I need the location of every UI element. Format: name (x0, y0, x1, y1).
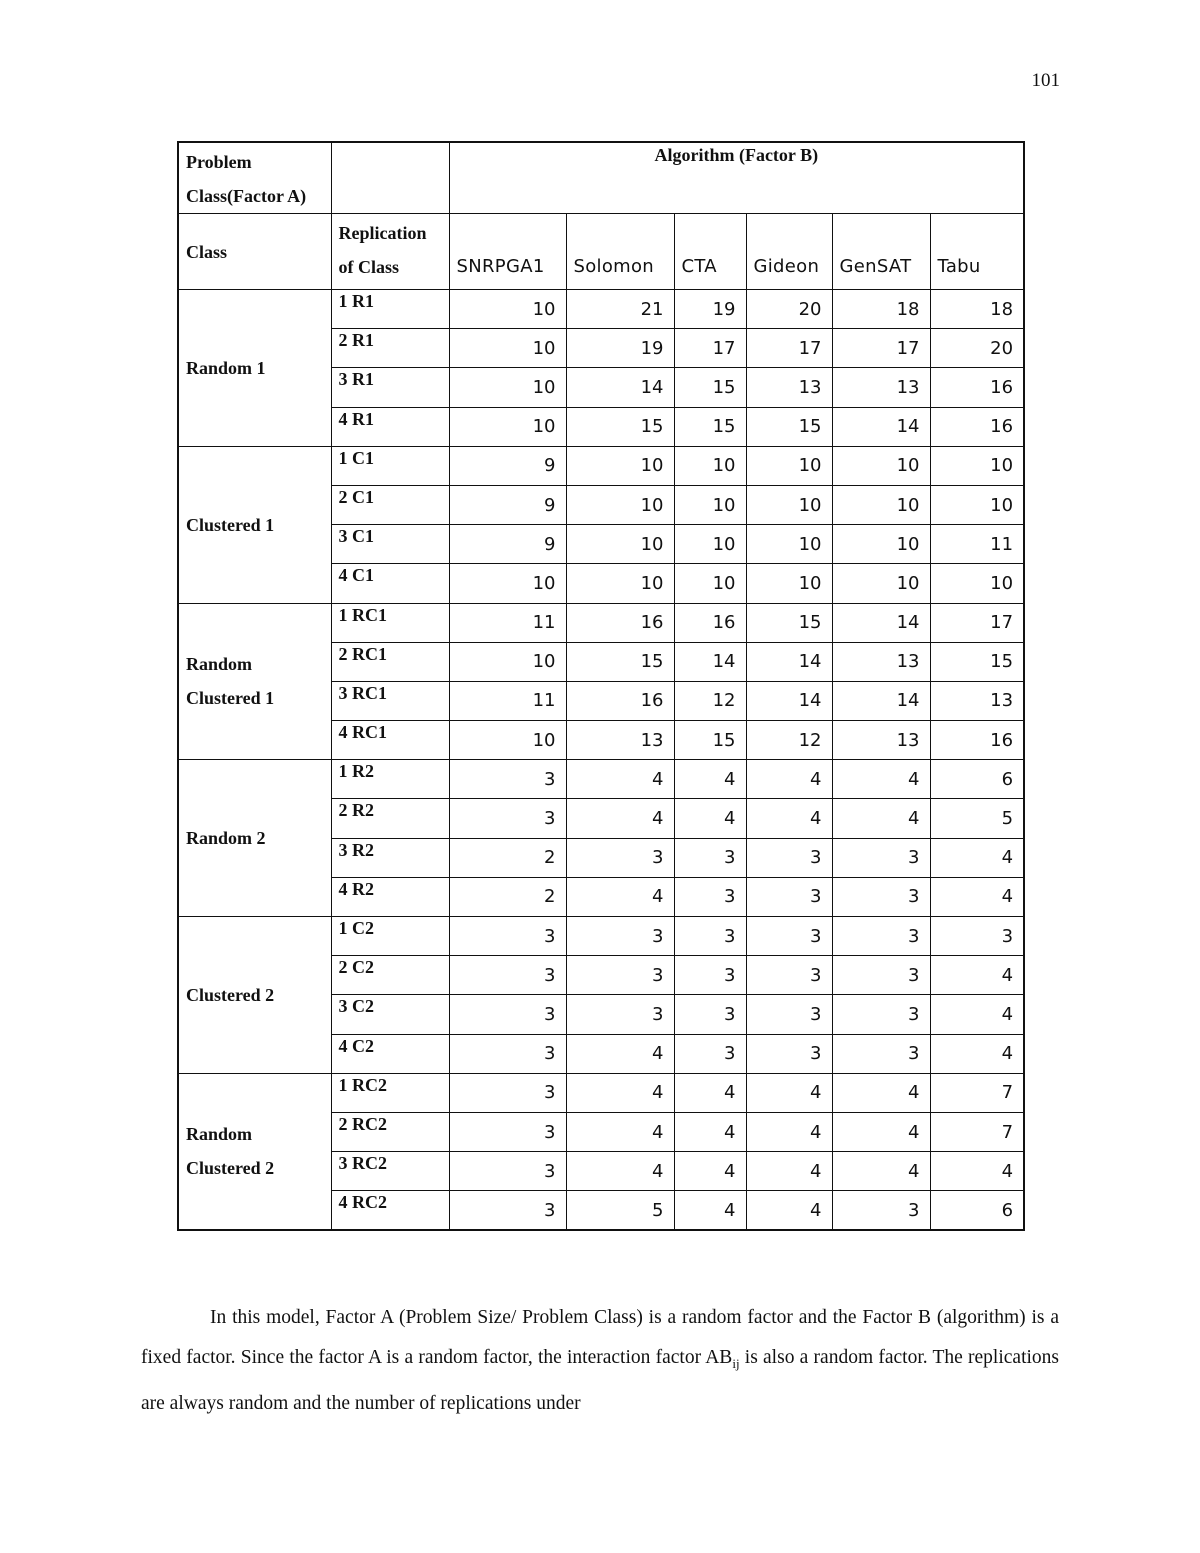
replication-cell: 4 C2 (331, 1034, 449, 1073)
table-row (178, 1073, 1024, 1112)
body-paragraph (141, 1298, 1059, 1424)
value-cell: 4 (746, 1191, 832, 1230)
value-cell: 10 (746, 525, 832, 564)
replication-cell: 4 RC1 (331, 721, 449, 760)
table-row (178, 760, 1024, 799)
replication-cell: 1 R2 (331, 760, 449, 799)
value-cell: 15 (566, 642, 674, 681)
value-cell: 14 (832, 407, 930, 446)
value-cell: 3 (449, 760, 566, 799)
value-cell: 3 (746, 877, 832, 916)
value-cell: 10 (930, 485, 1024, 524)
value-cell: 3 (674, 877, 746, 916)
value-cell: 17 (930, 603, 1024, 642)
value-cell: 10 (449, 407, 566, 446)
class-cell: Random 1 (178, 290, 331, 447)
value-cell: 4 (566, 799, 674, 838)
replication-cell: 3 C2 (331, 995, 449, 1034)
replication-cell: 1 R1 (331, 290, 449, 329)
algorithm-name: Tabu (930, 214, 1024, 290)
replication-cell: 2 R1 (331, 329, 449, 368)
value-cell: 4 (832, 760, 930, 799)
replication-cell: 3 R1 (331, 368, 449, 407)
value-cell: 3 (832, 956, 930, 995)
value-cell: 3 (832, 1034, 930, 1073)
value-cell: 3 (449, 1191, 566, 1230)
value-cell: 10 (746, 485, 832, 524)
value-cell: 10 (674, 485, 746, 524)
value-cell: 3 (746, 917, 832, 956)
value-cell: 14 (832, 603, 930, 642)
value-cell: 19 (566, 329, 674, 368)
value-cell: 3 (674, 956, 746, 995)
replication-cell: 4 R2 (331, 877, 449, 916)
problem-class-header: Problem Class(Factor A) (178, 142, 331, 214)
value-cell: 3 (832, 877, 930, 916)
value-cell: 14 (674, 642, 746, 681)
value-cell: 4 (746, 760, 832, 799)
value-cell: 10 (449, 642, 566, 681)
value-cell: 17 (674, 329, 746, 368)
value-cell: 9 (449, 485, 566, 524)
value-cell: 3 (674, 917, 746, 956)
value-cell: 12 (674, 681, 746, 720)
value-cell: 4 (930, 838, 1024, 877)
algorithm-name: Gideon (746, 214, 832, 290)
value-cell: 2 (449, 838, 566, 877)
value-cell: 10 (449, 564, 566, 603)
value-cell: 10 (930, 564, 1024, 603)
replication-cell: 2 RC2 (331, 1112, 449, 1151)
replication-cell: 1 RC1 (331, 603, 449, 642)
value-cell: 11 (930, 525, 1024, 564)
value-cell: 13 (832, 368, 930, 407)
value-cell: 16 (674, 603, 746, 642)
value-cell: 4 (930, 877, 1024, 916)
value-cell: 19 (674, 290, 746, 329)
value-cell: 4 (674, 1152, 746, 1191)
paragraph-text: In this model, Factor A (Problem Size/ Problem Class) is a random factor and the Factor B (algorithm) is a fixed factor. Since the factor A is a random factor, the interaction factor AB (141, 1307, 1059, 1368)
value-cell: 10 (746, 446, 832, 485)
replication-cell: 2 R2 (331, 799, 449, 838)
replication-cell: 1 C1 (331, 446, 449, 485)
value-cell: 3 (449, 1112, 566, 1151)
value-cell: 16 (930, 407, 1024, 446)
algorithm-name: Solomon (566, 214, 674, 290)
value-cell: 18 (832, 290, 930, 329)
replication-cell: 2 RC1 (331, 642, 449, 681)
value-cell: 10 (449, 329, 566, 368)
class-cell: Random Clustered 1 (178, 603, 331, 760)
value-cell: 3 (449, 1152, 566, 1191)
algorithm-name: GenSAT (832, 214, 930, 290)
value-cell: 7 (930, 1073, 1024, 1112)
value-cell: 16 (566, 603, 674, 642)
value-cell: 3 (832, 995, 930, 1034)
value-cell: 11 (449, 603, 566, 642)
value-cell: 15 (746, 407, 832, 446)
value-cell: 10 (566, 446, 674, 485)
value-cell: 4 (746, 1112, 832, 1151)
table-body (178, 142, 1024, 1230)
value-cell: 3 (746, 995, 832, 1034)
header-row-bottom (178, 214, 1024, 290)
replication-cell: 3 RC1 (331, 681, 449, 720)
value-cell: 4 (674, 799, 746, 838)
paragraph-text-continued: is also a random factor. The replications are always random and the number of replications under (141, 1347, 1060, 1414)
value-cell: 10 (832, 485, 930, 524)
value-cell: 14 (746, 681, 832, 720)
value-cell: 4 (674, 1191, 746, 1230)
value-cell: 4 (566, 1034, 674, 1073)
value-cell: 3 (449, 956, 566, 995)
value-cell: 4 (930, 956, 1024, 995)
value-cell: 3 (674, 838, 746, 877)
value-cell: 10 (674, 446, 746, 485)
value-cell: 15 (930, 642, 1024, 681)
blank-header-cell (331, 142, 449, 214)
value-cell: 20 (930, 329, 1024, 368)
value-cell: 15 (746, 603, 832, 642)
table-row (178, 290, 1024, 329)
value-cell: 10 (449, 290, 566, 329)
results-table (177, 141, 1025, 1231)
paragraph-subscript: ij (732, 1355, 740, 1371)
value-cell: 18 (930, 290, 1024, 329)
value-cell: 13 (930, 681, 1024, 720)
class-cell: Random 2 (178, 760, 331, 917)
value-cell: 10 (832, 525, 930, 564)
value-cell: 3 (832, 838, 930, 877)
value-cell: 3 (832, 917, 930, 956)
algorithm-name: CTA (674, 214, 746, 290)
value-cell: 3 (930, 917, 1024, 956)
value-cell: 16 (566, 681, 674, 720)
value-cell: 10 (449, 721, 566, 760)
value-cell: 13 (566, 721, 674, 760)
value-cell: 10 (449, 368, 566, 407)
value-cell: 4 (930, 1152, 1024, 1191)
replication-cell: 2 C2 (331, 956, 449, 995)
value-cell: 9 (449, 525, 566, 564)
value-cell: 14 (832, 681, 930, 720)
value-cell: 4 (674, 1112, 746, 1151)
value-cell: 3 (449, 917, 566, 956)
value-cell: 5 (930, 799, 1024, 838)
value-cell: 13 (746, 368, 832, 407)
value-cell: 15 (674, 721, 746, 760)
value-cell: 20 (746, 290, 832, 329)
table-row (178, 446, 1024, 485)
value-cell: 4 (746, 1152, 832, 1191)
value-cell: 3 (746, 956, 832, 995)
value-cell: 15 (566, 407, 674, 446)
value-cell: 10 (674, 525, 746, 564)
value-cell: 5 (566, 1191, 674, 1230)
value-cell: 17 (832, 329, 930, 368)
value-cell: 3 (566, 838, 674, 877)
value-cell: 4 (566, 1112, 674, 1151)
value-cell: 4 (674, 760, 746, 799)
value-cell: 3 (746, 1034, 832, 1073)
replication-cell: 3 C1 (331, 525, 449, 564)
value-cell: 4 (746, 799, 832, 838)
value-cell: 9 (449, 446, 566, 485)
value-cell: 4 (566, 877, 674, 916)
class-cell: Clustered 1 (178, 446, 331, 603)
replication-cell: 1 RC2 (331, 1073, 449, 1112)
value-cell: 3 (566, 956, 674, 995)
replication-header: Replication of Class (331, 214, 449, 290)
header-row-top (178, 142, 1024, 214)
value-cell: 15 (674, 407, 746, 446)
value-cell: 4 (832, 1073, 930, 1112)
value-cell: 3 (449, 995, 566, 1034)
class-header: Class (178, 214, 331, 290)
value-cell: 10 (746, 564, 832, 603)
value-cell: 10 (832, 446, 930, 485)
value-cell: 4 (566, 760, 674, 799)
table-row (178, 603, 1024, 642)
value-cell: 4 (832, 799, 930, 838)
page-number: 101 (1031, 70, 1060, 91)
value-cell: 15 (674, 368, 746, 407)
class-cell: Clustered 2 (178, 917, 331, 1074)
value-cell: 3 (674, 995, 746, 1034)
value-cell: 3 (449, 1034, 566, 1073)
value-cell: 4 (566, 1152, 674, 1191)
value-cell: 16 (930, 721, 1024, 760)
value-cell: 3 (449, 799, 566, 838)
value-cell: 16 (930, 368, 1024, 407)
value-cell: 4 (746, 1073, 832, 1112)
replication-cell: 4 R1 (331, 407, 449, 446)
algorithm-name: SNRPGA1 (449, 214, 566, 290)
value-cell: 10 (832, 564, 930, 603)
value-cell: 4 (832, 1112, 930, 1151)
value-cell: 3 (449, 1073, 566, 1112)
class-cell: Random Clustered 2 (178, 1073, 331, 1230)
value-cell: 3 (566, 995, 674, 1034)
value-cell: 4 (566, 1073, 674, 1112)
value-cell: 13 (832, 721, 930, 760)
value-cell: 4 (930, 995, 1024, 1034)
value-cell: 10 (930, 446, 1024, 485)
value-cell: 7 (930, 1112, 1024, 1151)
value-cell: 10 (566, 485, 674, 524)
value-cell: 3 (746, 838, 832, 877)
value-cell: 10 (566, 564, 674, 603)
value-cell: 6 (930, 760, 1024, 799)
value-cell: 4 (832, 1152, 930, 1191)
replication-cell: 3 R2 (331, 838, 449, 877)
value-cell: 3 (674, 1034, 746, 1073)
algorithm-header: Algorithm (Factor B) (449, 142, 1024, 214)
value-cell: 10 (566, 525, 674, 564)
value-cell: 6 (930, 1191, 1024, 1230)
value-cell: 4 (674, 1073, 746, 1112)
value-cell: 14 (566, 368, 674, 407)
value-cell: 11 (449, 681, 566, 720)
value-cell: 10 (674, 564, 746, 603)
value-cell: 3 (832, 1191, 930, 1230)
table-row (178, 917, 1024, 956)
value-cell: 13 (832, 642, 930, 681)
replication-cell: 3 RC2 (331, 1152, 449, 1191)
value-cell: 4 (930, 1034, 1024, 1073)
value-cell: 17 (746, 329, 832, 368)
replication-cell: 1 C2 (331, 917, 449, 956)
replication-cell: 4 RC2 (331, 1191, 449, 1230)
value-cell: 2 (449, 877, 566, 916)
value-cell: 3 (566, 917, 674, 956)
value-cell: 12 (746, 721, 832, 760)
replication-cell: 2 C1 (331, 485, 449, 524)
value-cell: 14 (746, 642, 832, 681)
replication-cell: 4 C1 (331, 564, 449, 603)
value-cell: 21 (566, 290, 674, 329)
